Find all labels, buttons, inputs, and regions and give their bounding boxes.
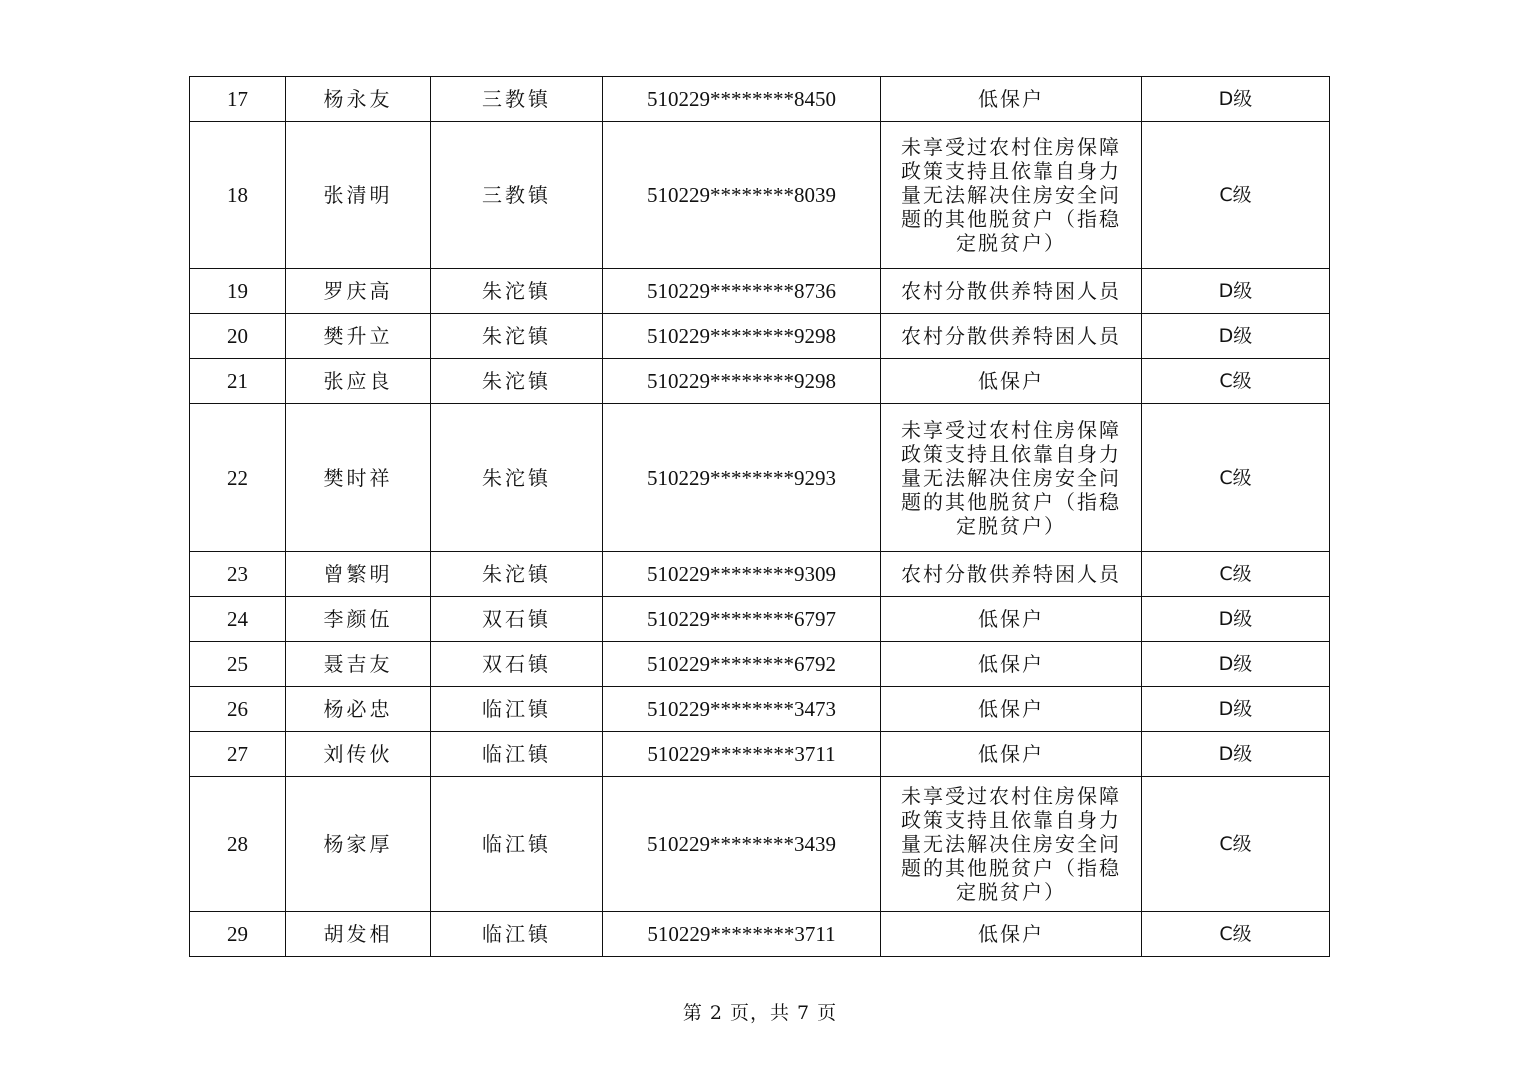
table-row bbox=[190, 314, 1330, 359]
table-row bbox=[190, 687, 1330, 732]
household-category: 农村分散供养特困人员 bbox=[881, 269, 1142, 314]
household-category: 农村分散供养特困人员 bbox=[881, 552, 1142, 597]
household-table bbox=[189, 76, 1330, 957]
id-number: 510229********6797 bbox=[603, 597, 881, 642]
town-name: 朱沱镇 bbox=[431, 404, 603, 552]
page-number: 第 2 页，共 7 页 bbox=[682, 1002, 838, 1024]
town-name: 三教镇 bbox=[431, 122, 603, 269]
safety-level: C级 bbox=[1142, 777, 1330, 912]
safety-level: C级 bbox=[1142, 552, 1330, 597]
id-number: 510229********3473 bbox=[603, 687, 881, 732]
row-number: 23 bbox=[190, 552, 286, 597]
row-number: 20 bbox=[190, 314, 286, 359]
id-number: 510229********8039 bbox=[603, 122, 881, 269]
person-name: 胡发相 bbox=[286, 912, 431, 957]
town-name: 朱沱镇 bbox=[431, 269, 603, 314]
table-row bbox=[190, 552, 1330, 597]
town-name: 临江镇 bbox=[431, 687, 603, 732]
id-number: 510229********8736 bbox=[603, 269, 881, 314]
id-number: 510229********6792 bbox=[603, 642, 881, 687]
person-name: 张应良 bbox=[286, 359, 431, 404]
person-name: 罗庆高 bbox=[286, 269, 431, 314]
row-number: 28 bbox=[190, 777, 286, 912]
household-category: 低保户 bbox=[881, 732, 1142, 777]
household-category: 未享受过农村住房保障政策支持且依靠自身力量无法解决住房安全问题的其他脱贫户（指稳定脱贫户） bbox=[881, 122, 1142, 269]
town-name: 双石镇 bbox=[431, 642, 603, 687]
household-category: 低保户 bbox=[881, 642, 1142, 687]
safety-level: C级 bbox=[1142, 122, 1330, 269]
household-category: 低保户 bbox=[881, 359, 1142, 404]
person-name: 聂吉友 bbox=[286, 642, 431, 687]
safety-level: D级 bbox=[1142, 314, 1330, 359]
person-name: 张清明 bbox=[286, 122, 431, 269]
town-name: 朱沱镇 bbox=[431, 314, 603, 359]
town-name: 双石镇 bbox=[431, 597, 603, 642]
id-number: 510229********8450 bbox=[603, 77, 881, 122]
table-row bbox=[190, 777, 1330, 912]
table-row bbox=[190, 269, 1330, 314]
town-name: 临江镇 bbox=[431, 912, 603, 957]
person-name: 杨必忠 bbox=[286, 687, 431, 732]
safety-level: C级 bbox=[1142, 404, 1330, 552]
row-number: 17 bbox=[190, 77, 286, 122]
safety-level: C级 bbox=[1142, 912, 1330, 957]
safety-level: D级 bbox=[1142, 77, 1330, 122]
table-row bbox=[190, 597, 1330, 642]
person-name: 杨家厚 bbox=[286, 777, 431, 912]
person-name: 樊升立 bbox=[286, 314, 431, 359]
row-number: 25 bbox=[190, 642, 286, 687]
table-row bbox=[190, 404, 1330, 552]
person-name: 刘传伙 bbox=[286, 732, 431, 777]
row-number: 24 bbox=[190, 597, 286, 642]
town-name: 临江镇 bbox=[431, 732, 603, 777]
table-row bbox=[190, 77, 1330, 122]
household-category: 农村分散供养特困人员 bbox=[881, 314, 1142, 359]
safety-level: D级 bbox=[1142, 597, 1330, 642]
safety-level: D级 bbox=[1142, 269, 1330, 314]
safety-level: D级 bbox=[1142, 732, 1330, 777]
table-row bbox=[190, 642, 1330, 687]
table-row bbox=[190, 122, 1330, 269]
row-number: 18 bbox=[190, 122, 286, 269]
person-name: 杨永友 bbox=[286, 77, 431, 122]
town-name: 三教镇 bbox=[431, 77, 603, 122]
row-number: 22 bbox=[190, 404, 286, 552]
household-category: 低保户 bbox=[881, 687, 1142, 732]
id-number: 510229********3711 bbox=[603, 912, 881, 957]
town-name: 朱沱镇 bbox=[431, 552, 603, 597]
person-name: 李颜伍 bbox=[286, 597, 431, 642]
id-number: 510229********3711 bbox=[603, 732, 881, 777]
id-number: 510229********9298 bbox=[603, 314, 881, 359]
table-body bbox=[190, 77, 1330, 957]
table-row bbox=[190, 912, 1330, 957]
safety-level: D级 bbox=[1142, 687, 1330, 732]
id-number: 510229********3439 bbox=[603, 777, 881, 912]
town-name: 临江镇 bbox=[431, 777, 603, 912]
safety-level: C级 bbox=[1142, 359, 1330, 404]
id-number: 510229********9309 bbox=[603, 552, 881, 597]
row-number: 21 bbox=[190, 359, 286, 404]
row-number: 27 bbox=[190, 732, 286, 777]
person-name: 樊时祥 bbox=[286, 404, 431, 552]
household-category: 未享受过农村住房保障政策支持且依靠自身力量无法解决住房安全问题的其他脱贫户（指稳定脱贫户） bbox=[881, 404, 1142, 552]
household-category: 低保户 bbox=[881, 912, 1142, 957]
safety-level: D级 bbox=[1142, 642, 1330, 687]
id-number: 510229********9293 bbox=[603, 404, 881, 552]
household-category: 未享受过农村住房保障政策支持且依靠自身力量无法解决住房安全问题的其他脱贫户（指稳定脱贫户） bbox=[881, 777, 1142, 912]
id-number: 510229********9298 bbox=[603, 359, 881, 404]
row-number: 19 bbox=[190, 269, 286, 314]
person-name: 曾繁明 bbox=[286, 552, 431, 597]
row-number: 29 bbox=[190, 912, 286, 957]
household-category: 低保户 bbox=[881, 77, 1142, 122]
town-name: 朱沱镇 bbox=[431, 359, 603, 404]
household-category: 低保户 bbox=[881, 597, 1142, 642]
row-number: 26 bbox=[190, 687, 286, 732]
table-row bbox=[190, 359, 1330, 404]
table-row bbox=[190, 732, 1330, 777]
